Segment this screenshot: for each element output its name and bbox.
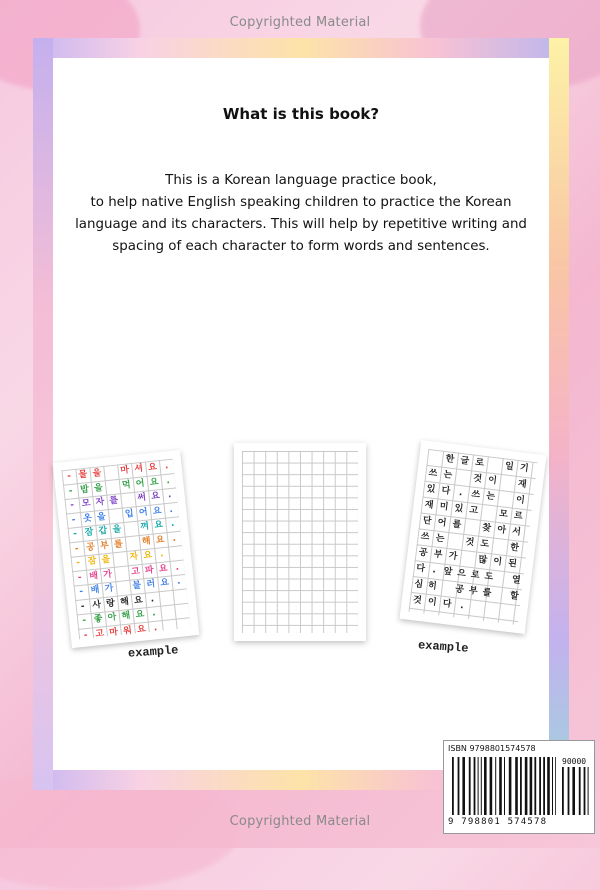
sheet-cell: - [69, 500, 75, 511]
barcode-bar [462, 757, 465, 815]
barcode-bar [474, 757, 476, 815]
sheet-cell: 자 [95, 497, 105, 508]
sheet-cell: 서 [511, 526, 522, 538]
sheet-cell: 있 [426, 484, 436, 496]
sheet-cell: . [431, 565, 437, 576]
sheet-cell: . [151, 608, 157, 619]
sheet-cell: 자 [129, 551, 139, 563]
sheet-cell: 를 [481, 587, 492, 599]
watermark-bottom: Copyrighted Material [229, 814, 371, 829]
sheet-cell: 요 [155, 534, 166, 546]
sheet-cell: 공 [418, 547, 429, 559]
barcode-bar [525, 757, 528, 815]
sheet-cell: 요 [158, 563, 169, 575]
sheet-cell: 재 [517, 479, 528, 491]
barcode-bar [490, 757, 493, 815]
sheet-cell: - [74, 543, 80, 554]
paragraph-line: language and its characters. This will help by repetitive writing and [75, 217, 527, 232]
barcode-addon-bars [562, 767, 590, 815]
sheet-cell: 어 [437, 517, 447, 529]
sheet-cell: 요 [136, 623, 147, 635]
barcode-bar [495, 757, 496, 815]
barcode-bar [504, 757, 505, 815]
barcode-bar [562, 767, 564, 815]
sheet-cell: 사 [91, 599, 102, 611]
sheet-cell: 가 [104, 583, 114, 595]
example-sheet-diary [400, 440, 547, 634]
blank-grid [242, 451, 358, 633]
sheet-cell [103, 464, 118, 480]
frame-left-edge [33, 38, 53, 790]
sheet-cell: 부 [468, 585, 479, 597]
barcode-bar [568, 767, 570, 815]
paragraph-line: to help native English speaking children to practice the Korean [90, 195, 512, 210]
sheet-cell: 어 [135, 478, 146, 490]
sheet-cell: 을 [101, 554, 111, 566]
sheet-cell: 르 [513, 510, 524, 522]
sheet-cell: . [170, 518, 175, 530]
sheet-cell: - [81, 615, 87, 626]
barcode-bar [469, 757, 471, 815]
sheet-cell: 먹 [121, 479, 132, 491]
page-paper [53, 58, 549, 770]
example-sheet-colored-grid [61, 459, 190, 640]
example-caption-left: example [127, 643, 179, 661]
barcode-bar [555, 757, 556, 815]
sheet-cell: 로 [474, 457, 485, 469]
sheet-cell: 고 [130, 566, 141, 578]
sheet-cell: 해 [121, 610, 131, 622]
sheet-cell: 재 [424, 499, 434, 511]
sheet-cell: 밥 [79, 484, 90, 495]
sheet-cell: - [72, 529, 78, 540]
sheet-cell: 것 [412, 595, 423, 607]
sheet-cell: 일 [504, 461, 515, 473]
sheet-cell: 배 [88, 570, 99, 582]
sheet-cell: 가 [102, 569, 113, 580]
example-sheet-colored [53, 450, 200, 648]
sheet-cell: 를 [109, 495, 119, 507]
sheet-cell: 불 [132, 580, 142, 592]
sheet-cell: 로 [470, 570, 481, 582]
page-heading: What is this book? [222, 105, 380, 123]
barcode-bar [509, 757, 512, 815]
sheet-cell: 심 [413, 579, 424, 591]
sheet-cell: 히 [427, 580, 438, 592]
sheet-cell: 많 [477, 554, 488, 566]
sheet-cell: 물 [78, 469, 88, 481]
sheet-cell: . [174, 562, 180, 573]
sheet-cell: 이 [487, 475, 498, 487]
sheet-cell: 부 [99, 540, 110, 552]
sheet-cell: 해 [141, 535, 152, 547]
sheet-cell: . [171, 533, 177, 544]
sheet-cell: 한 [509, 542, 520, 554]
sheet-cell: 모 [498, 509, 509, 521]
sheet-cell: 요 [152, 505, 163, 517]
sheet-cell: 러 [145, 579, 156, 591]
barcode-bar [543, 757, 545, 815]
barcode-bar [579, 767, 581, 815]
paragraph-line: This is a Korean language practice book, [165, 173, 437, 188]
sheet-cell: . [150, 593, 155, 605]
barcode-bar [499, 757, 502, 815]
sheet-cell: 고 [94, 628, 105, 640]
sheet-cell: 것 [464, 537, 475, 549]
sheet-cell: - [83, 630, 89, 641]
sheet-cell: 아 [107, 612, 117, 624]
sheet-cell: 미 [438, 501, 449, 513]
sheet-cell: 요 [142, 550, 153, 562]
sheet-cell: 입 [124, 508, 135, 520]
sheet-cell: 단 [422, 515, 432, 527]
watermark-top: Copyrighted Material [229, 15, 371, 30]
sheet-cell [115, 580, 130, 596]
sheet-cell: - [66, 471, 72, 482]
blank-grid-sheet [234, 443, 366, 641]
sheet-cell: 모 [81, 498, 91, 510]
sheet-cell: 이 [427, 597, 438, 609]
sheet-cell [114, 565, 129, 581]
sheet-cell: 요 [147, 462, 158, 474]
sheet-cell: 잠 [84, 527, 94, 539]
sheet-cell: 이 [492, 556, 503, 568]
sheet-cell: 을 [112, 524, 122, 536]
barcode-bar [520, 757, 522, 815]
sheet-cell: 부 [433, 549, 443, 561]
sheet-cell: 잠 [87, 556, 97, 568]
sheet-cell: 요 [153, 520, 164, 531]
sheet-cell: 를 [113, 538, 124, 550]
barcode-bar [515, 757, 518, 815]
sheet-cell: . [459, 601, 465, 612]
sheet-cell: 된 [507, 558, 518, 570]
sheet-cell: 요 [149, 476, 160, 488]
sheet-cell: . [168, 504, 174, 515]
barcode-bar [588, 767, 589, 815]
sheet-cell: 마 [119, 465, 130, 477]
sheet-cell [105, 479, 120, 495]
sheet-cell: . [176, 576, 181, 587]
sheet-cell: 글 [459, 455, 470, 467]
sheet-cell: 배 [90, 585, 101, 596]
sheet-cell: 한 [444, 454, 455, 466]
sheet-cell: 으 [456, 568, 467, 580]
sheet-cell: 어 [138, 507, 149, 518]
sheet-cell: 이 [515, 494, 526, 506]
sheet-cell: 옷 [82, 512, 93, 524]
barcode-bar [481, 757, 482, 815]
sheet-cell: . [164, 461, 169, 472]
barcode-bar [539, 757, 541, 815]
barcode-bar [530, 757, 533, 815]
barcode-bar [484, 757, 487, 815]
sheet-cell: 가 [448, 551, 458, 563]
sheet-cell: 쓰 [420, 531, 431, 543]
barcode-bar [452, 757, 454, 815]
barcode-bar [552, 757, 553, 815]
sheet-cell: 앞 [442, 566, 453, 578]
sheet-cell: 아 [496, 524, 507, 536]
barcode-bar [458, 757, 460, 815]
barcode-bar [534, 757, 536, 815]
sheet-cell: 쓰 [427, 468, 438, 480]
sheet-cell: 도 [479, 538, 490, 550]
sheet-cell: . [458, 488, 464, 499]
sheet-cell: 갑 [98, 525, 108, 537]
sheet-cell: 열 [511, 575, 522, 587]
sheet-cell: 를 [451, 519, 462, 531]
sheet-cell: - [75, 557, 81, 569]
example-sheet-diary-grid [408, 449, 537, 625]
sheet-cell: 좋 [93, 613, 104, 625]
sheet-cell: 파 [144, 564, 155, 576]
sheet-cell: 을 [96, 511, 107, 523]
barcode-bar [478, 757, 479, 815]
sheet-cell: 것 [472, 473, 483, 485]
sheet-cell: 껴 [139, 521, 150, 533]
sheet-cell [112, 551, 127, 567]
sheet-cell: 을 [93, 482, 104, 494]
sheet-cell: 다 [415, 563, 426, 575]
sheet-cell: - [77, 572, 83, 583]
sheet-cell [120, 492, 135, 508]
sheet-cell: . [167, 489, 172, 501]
barcode-bar [572, 767, 575, 815]
sheet-cell: 도 [483, 571, 494, 583]
sheet-cell: - [71, 514, 77, 525]
sheet-cell [123, 521, 138, 537]
sheet-cell: 써 [136, 492, 147, 504]
sheet-cell: 요 [135, 609, 145, 621]
frame-right-edge [549, 38, 569, 790]
sheet-cell: 쓰 [470, 489, 481, 501]
sheet-cell: 공 [85, 541, 96, 553]
sheet-cell: - [68, 485, 74, 497]
example-caption-right: example [417, 638, 469, 656]
sheet-cell: - [78, 586, 84, 598]
sheet-cell: 기 [519, 463, 530, 475]
sheet-cell: 셔 [133, 463, 144, 475]
sheet-cell: 는 [442, 469, 453, 481]
barcode-number: 9 798801 574578 [448, 817, 548, 827]
isbn-label: ISBN 9798801574578 [448, 744, 536, 753]
sheet-cell: 할 [509, 590, 520, 602]
paragraph-line: spacing of each character to form words and sentences. [112, 239, 490, 254]
sheet-cell: . [153, 622, 158, 634]
description-paragraph [70, 170, 532, 258]
sheet-cell: 랑 [105, 597, 116, 609]
sheet-cell: 는 [485, 491, 496, 503]
sheet-cell: 마 [108, 626, 119, 638]
sheet-cell: 워 [122, 625, 133, 637]
sheet-cell: 찾 [481, 523, 492, 535]
barcode-bars [452, 757, 556, 815]
sheet-cell: 요 [159, 577, 170, 589]
sheet-cell: 요 [133, 595, 144, 606]
barcode-bar [584, 767, 586, 815]
sheet-cell [108, 508, 123, 524]
sheet-cell: 을 [92, 468, 102, 480]
sheet-cell: - [80, 601, 86, 612]
sheet-cell [125, 535, 140, 551]
sheet-cell: . [165, 475, 171, 486]
sheet-cell: 있 [453, 503, 464, 515]
sheet-cell: 고 [468, 505, 479, 517]
sheet-cell: 다 [442, 598, 453, 610]
sheet-cell: 다 [440, 485, 451, 497]
sheet-cell: 는 [435, 533, 445, 545]
sheet-cell: 해 [119, 596, 130, 608]
barcode-bar [547, 757, 550, 815]
barcode-addon-number: 90000 [562, 757, 587, 766]
sheet-cell: . [159, 549, 164, 560]
sheet-cell: 요 [150, 491, 161, 503]
sheet-cell: 공 [454, 584, 465, 596]
